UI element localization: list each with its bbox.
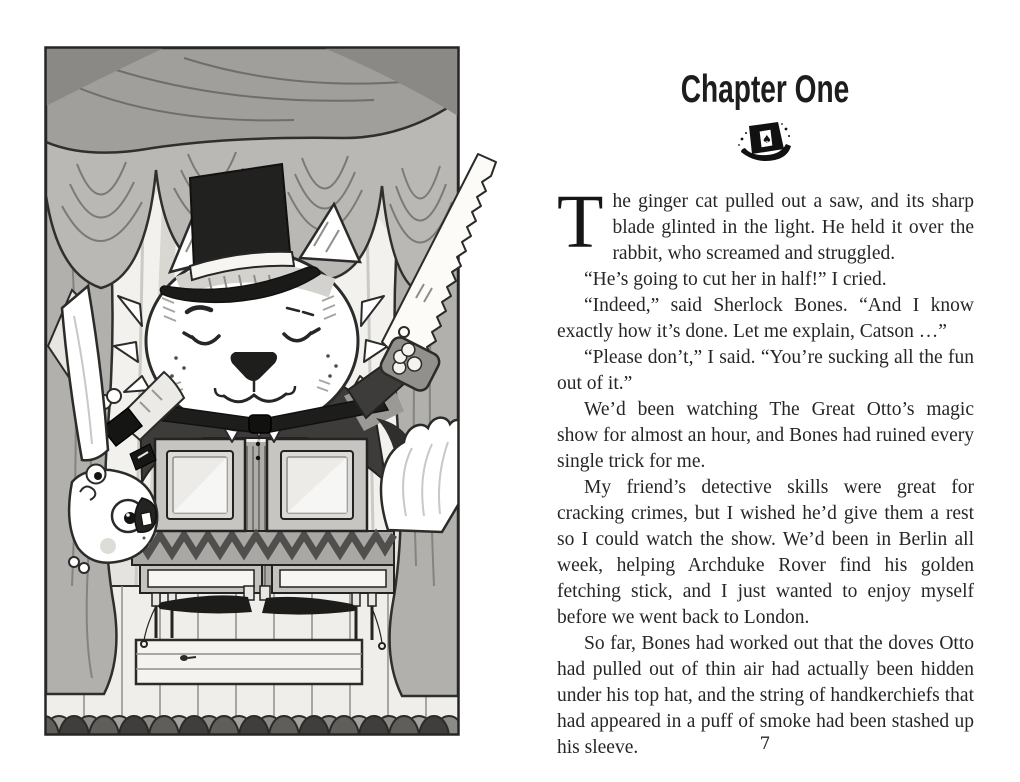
- story-paragraph-6: My friend’s detective skills were great for cracking crimes, but I wished he’d give them a rest so I could watch the show. We’d been in Berlin all week, helping Archduke Rover find his golden fetching stick, and I just wanted to enjoy myself before we went back to London.: [557, 477, 974, 628]
- stage-illustration: [44, 46, 514, 742]
- story-paragraph-2: “He’s going to cut her in half!” I cried.: [584, 269, 887, 290]
- right-page: [510, 0, 1020, 782]
- magic-box-right: [267, 439, 367, 531]
- story-paragraph-1: The ginger cat pulled out a saw, and its sharp blade glinted in the light. He held it over the rabbit, who screamed and struggled.: [557, 180, 974, 264]
- story-paragraph-7: So far, Bones had worked out that the doves Otto had pulled out of thin air had actually been hidden under his top hat, and the string of handkerchiefs that had appeared in a puff of smoke had been stashed up his sleeve.: [557, 633, 974, 758]
- story-text: [557, 180, 974, 761]
- story-paragraph-5: We’d been watching The Great Otto’s magic show for almost an hour, and Bones had ruined every single trick for me.: [557, 399, 974, 472]
- wooden-board: [136, 640, 362, 684]
- spade-glyph: ♠: [762, 133, 772, 146]
- chapter-title: Chapter One: [680, 68, 850, 111]
- story-paragraph-4: “Please don’t,” I said. “You’re sucking all the fun out of it.”: [557, 347, 974, 394]
- magic-box-left: [155, 439, 245, 531]
- story-paragraph-3: “Indeed,” said Sherlock Bones. “And I know exactly how it’s done. Let me explain, Catson …”: [557, 295, 974, 342]
- page-number: 7: [759, 734, 771, 754]
- magician-top-hat-icon: [736, 119, 794, 167]
